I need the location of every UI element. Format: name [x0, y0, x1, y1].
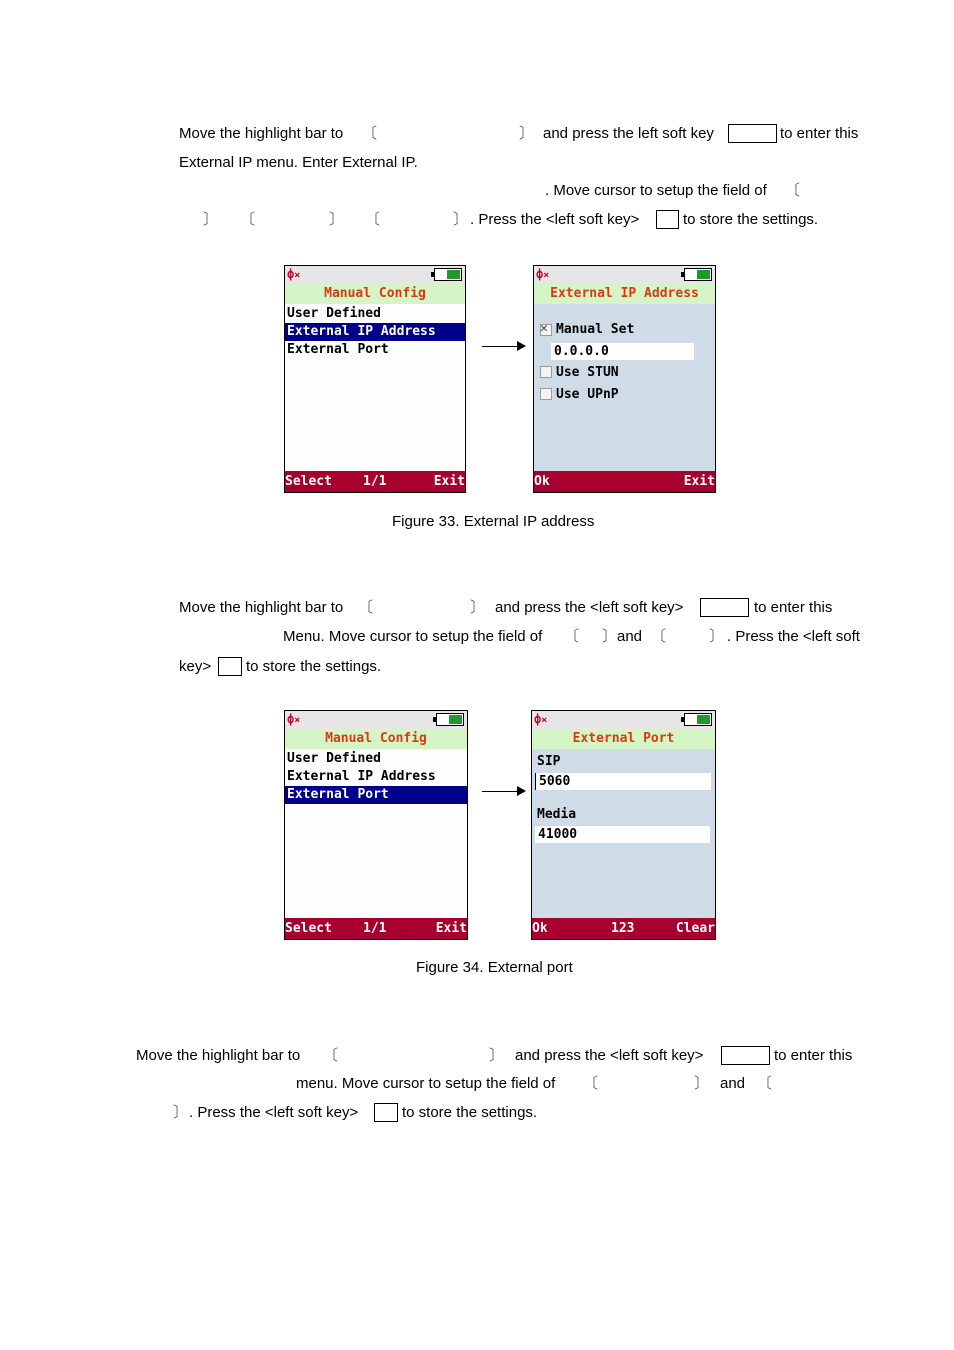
bracket-close: 〕: [489, 1047, 505, 1064]
sec2-text-key: key>: [179, 658, 212, 675]
right-arrow-icon: [482, 346, 524, 347]
use-upnp-checkbox[interactable]: [540, 388, 552, 400]
media-label: Media: [537, 807, 577, 822]
sec1-text-cursor: . Move cursor to setup the field of: [545, 182, 767, 199]
softkey-bar: [285, 471, 465, 492]
sec2-text-enter: to enter this: [754, 599, 833, 616]
sec1-text-press: and press the left soft key: [543, 125, 714, 142]
sec2-text-press-left: . Press the <left soft: [727, 628, 860, 645]
softkey-right-exit[interactable]: Exit: [433, 474, 465, 489]
bracket-open: 〔: [564, 628, 580, 645]
bracket-close: 〕: [203, 211, 219, 228]
softkey-placeholder-box: [218, 657, 242, 676]
softkey-placeholder-box: [374, 1103, 398, 1122]
menu-item-external-ip-address[interactable]: External IP Address: [287, 769, 436, 784]
sec2-text-store: to store the settings.: [246, 658, 382, 675]
bracket-open: 〔: [323, 1047, 339, 1064]
bracket-close: 〕: [470, 599, 486, 616]
use-upnp-label: Use UPnP: [556, 387, 619, 402]
status-bar: [285, 711, 467, 729]
bracket-close: 〕: [519, 125, 535, 142]
status-bar: [534, 266, 715, 284]
sec2-text-highlight: Move the highlight bar to: [179, 599, 344, 616]
softkey-left-ok[interactable]: Ok: [532, 921, 548, 936]
menu-list: [285, 750, 467, 804]
right-arrow-icon: [482, 791, 524, 792]
bracket-open: 〔: [651, 628, 667, 645]
figure-34-caption: Figure 34. External port: [416, 959, 573, 976]
menu-item-external-port[interactable]: External Port: [285, 786, 467, 804]
bracket-open: 〔: [358, 599, 374, 616]
bracket-close: 〕: [453, 211, 469, 228]
sec3-text-store: to store the settings.: [402, 1104, 538, 1121]
battery-icon: [684, 268, 712, 281]
softkey-placeholder-box: [700, 598, 749, 617]
settings-panel: [532, 749, 715, 918]
phone-screen-manual-config: [284, 710, 468, 940]
screen-title: External IP Address: [534, 284, 715, 304]
figure-33-caption: Figure 33. External IP address: [392, 513, 595, 530]
menu-item-user-defined[interactable]: User Defined: [287, 751, 381, 766]
screen-title: Manual Config: [285, 729, 467, 749]
bracket-close: 〕: [173, 1104, 189, 1121]
antenna-x-icon: ф×: [536, 267, 550, 281]
page-indicator: 1/1: [363, 474, 387, 489]
sec1-text-highlight: Move the highlight bar to: [179, 125, 344, 142]
sec1-text-press-left: . Press the <left soft key>: [470, 211, 640, 228]
sec3-text-press-left: . Press the <left soft key>: [189, 1104, 359, 1121]
use-stun-label: Use STUN: [556, 365, 619, 380]
menu-list: [285, 305, 465, 359]
status-bar: [532, 711, 715, 729]
sip-label: SIP: [537, 754, 561, 769]
battery-icon: [436, 713, 464, 726]
bracket-open: 〔: [365, 211, 381, 228]
softkey-left-ok[interactable]: Ok: [534, 474, 550, 489]
sec3-text-and: and: [720, 1075, 746, 1092]
phone-screen-manual-config: [284, 265, 466, 493]
sip-port-input[interactable]: 5060: [535, 773, 711, 790]
sec1-text-store: to store the settings.: [683, 211, 819, 228]
settings-panel: [534, 304, 715, 471]
softkey-right-exit[interactable]: Exit: [683, 474, 715, 489]
sec1-text-menu: External IP menu. Enter External IP.: [179, 154, 418, 171]
bracket-open: 〔: [583, 1075, 599, 1092]
sec2-text-press: and press the <left soft key>: [495, 599, 684, 616]
sec3-text-press: and press the <left soft key>: [515, 1047, 704, 1064]
sec3-text-highlight: Move the highlight bar to: [136, 1047, 301, 1064]
sec1-text-enter: to enter this: [780, 125, 859, 142]
sec2-text-and: and: [617, 628, 643, 645]
antenna-x-icon: ф×: [534, 712, 548, 726]
manual-set-label: Manual Set: [556, 322, 635, 337]
softkey-right-exit[interactable]: Exit: [435, 921, 467, 936]
antenna-x-icon: ф×: [287, 712, 301, 726]
antenna-x-icon: ф×: [287, 267, 301, 281]
softkey-bar: [285, 918, 467, 939]
bracket-open: 〔: [362, 125, 378, 142]
use-stun-checkbox[interactable]: [540, 366, 552, 378]
input-mode-indicator: 123: [611, 921, 635, 936]
status-bar: [285, 266, 465, 284]
softkey-placeholder-box: [728, 124, 777, 143]
bracket-open: 〔: [240, 211, 256, 228]
softkey-right-clear[interactable]: Clear: [675, 921, 715, 936]
menu-item-user-defined[interactable]: User Defined: [287, 306, 381, 321]
menu-item-external-port[interactable]: External Port: [287, 342, 389, 357]
x-mark-checkbox-icon[interactable]: [540, 324, 552, 336]
bracket-open: 〔: [785, 182, 801, 199]
media-port-input[interactable]: 41000: [535, 826, 710, 843]
sec3-text-enter: to enter this: [774, 1047, 853, 1064]
battery-icon: [684, 713, 712, 726]
ip-address-input[interactable]: 0.0.0.0: [551, 343, 694, 360]
bracket-open: 〔: [757, 1075, 773, 1092]
softkey-placeholder-box: [721, 1046, 770, 1065]
softkey-left-select[interactable]: Select: [285, 921, 332, 936]
battery-icon: [434, 268, 462, 281]
softkey-bar: [534, 471, 715, 492]
page-indicator: 1/1: [363, 921, 387, 936]
screen-title: External Port: [532, 729, 715, 749]
menu-item-external-ip-address[interactable]: External IP Address: [285, 323, 465, 341]
bracket-close: 〕: [602, 628, 618, 645]
sec2-text-menu: Menu. Move cursor to setup the field of: [283, 628, 543, 645]
softkey-bar: [532, 918, 715, 939]
softkey-left-select[interactable]: Select: [285, 474, 332, 489]
bracket-close: 〕: [329, 211, 345, 228]
softkey-placeholder-box: [656, 210, 679, 229]
phone-screen-external-port: [531, 710, 716, 940]
phone-screen-external-ip: [533, 265, 716, 493]
bracket-close: 〕: [709, 628, 725, 645]
screen-title: Manual Config: [285, 284, 465, 304]
bracket-close: 〕: [694, 1075, 710, 1092]
sec3-text-menu: menu. Move cursor to setup the field of: [296, 1075, 556, 1092]
